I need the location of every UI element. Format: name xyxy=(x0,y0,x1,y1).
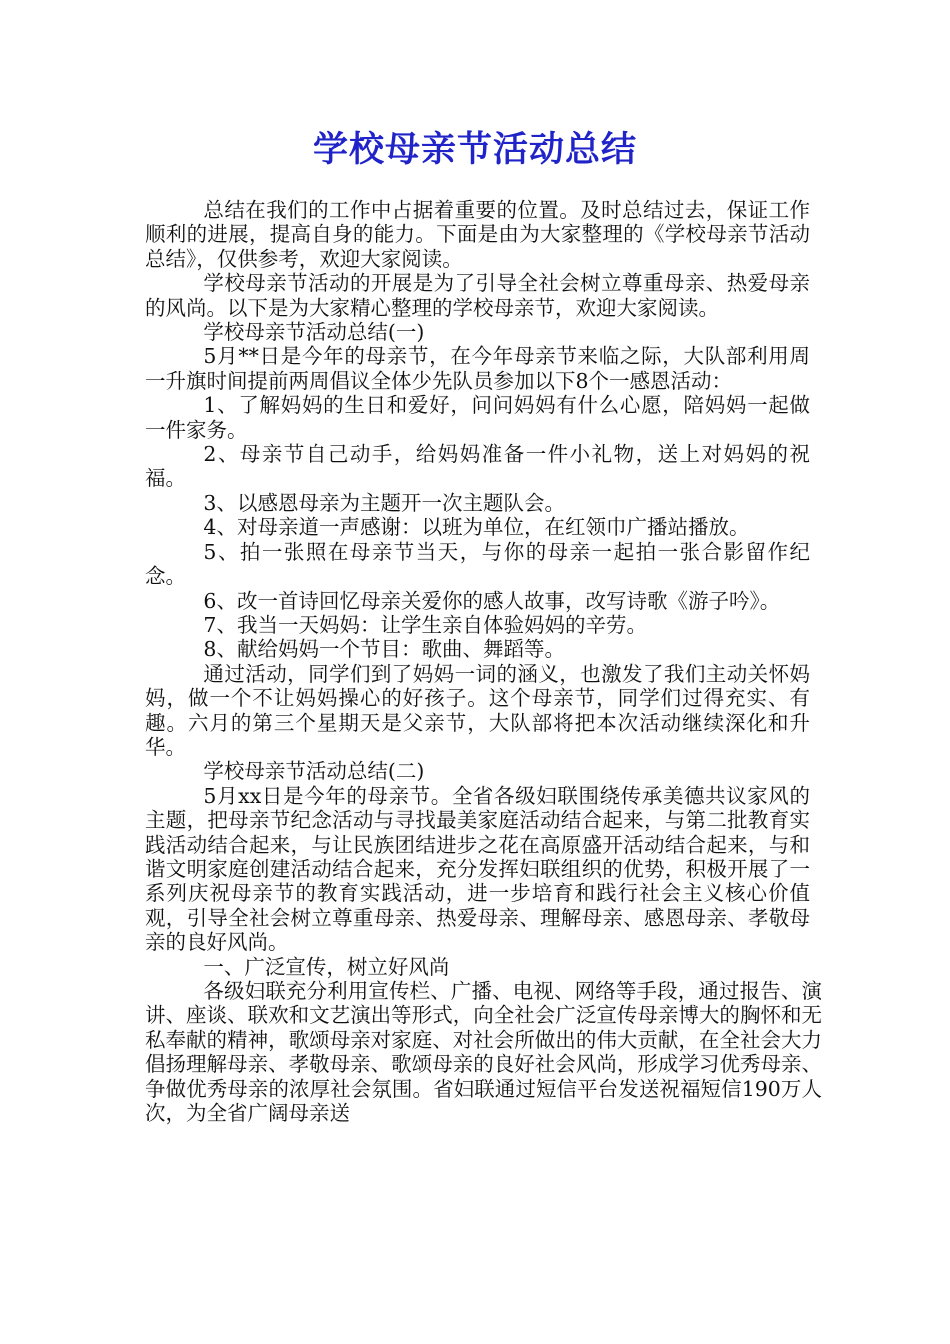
paragraph-activity-intro: 5月**日是今年的母亲节，在今年母亲节来临之际，大队部利用周一升旗时间提前两周倡议全体少先队员参加以下8个一感恩活动： xyxy=(145,344,810,393)
paragraph-province-intro: 5月xx日是今年的母亲节。全省各级妇联围绕传承美德共议家风的主题，把母亲节纪念活动与寻找最美家庭活动结合起来，与第二批教育实践活动结合起来，与让民族团结进步之花在高原盛开活动结合起来，与和谐文明家庭创建活动结合起来，充分发挥妇联组织的优势，积极开展了一系列庆祝母亲节的教育实践活动，进一步培育和践行社会主义核心价值观，引导全社会树立尊重母亲、热爱母亲、理解母亲、感恩母亲、孝敬母亲的良好风尚。 xyxy=(145,783,810,955)
list-item-8: 8、献给妈妈一个节目：歌曲、舞蹈等。 xyxy=(203,637,565,662)
list-item-3: 3、以感恩母亲为主题开一次主题队会。 xyxy=(203,490,565,515)
list-item-4: 4、对母亲道一声感谢：以班为单位，在红领巾广播站播放。 xyxy=(203,515,750,540)
section-heading-1: 学校母亲节活动总结(一) xyxy=(203,320,425,345)
paragraph-conclusion-1: 通过活动，同学们到了妈妈一词的涵义，也激发了我们主动关怀妈妈，做一个不让妈妈操心的好孩子。这个母亲节，同学们过得充实、有趣。六月的第三个星期天是父亲节，大队部将把本次活动继续深化和升华。 xyxy=(145,661,810,759)
subsection-heading-1: 一、广泛宣传，树立好风尚 xyxy=(203,954,450,979)
section-heading-2: 学校母亲节活动总结(二) xyxy=(203,759,425,784)
list-item-6: 6、改一首诗回忆母亲关爱你的感人故事，改写诗歌《游子吟》。 xyxy=(203,588,781,613)
list-item-7: 7、我当一天妈妈：让学生亲自体验妈妈的辛劳。 xyxy=(203,612,647,637)
document-body xyxy=(145,198,822,1126)
paragraph-purpose: 学校母亲节活动的开展是为了引导全社会树立尊重母亲、热爱母亲的风尚。以下是为大家精心整理的学校母亲节，欢迎大家阅读。 xyxy=(145,271,810,320)
paragraph-publicity: 各级妇联充分利用宣传栏、广播、电视、网络等手段，通过报告、演讲、座谈、联欢和文艺演出等形式，向全社会广泛宣传母亲博大的胸怀和无私奉献的精神，歌颂母亲对家庭、对社会所做出的伟大贡献，在全社会大力倡扬理解母亲、孝敬母亲、歌颂母亲的良好社会风尚，形成学习优秀母亲、争做优秀母亲的浓厚社会氛围。省妇联通过短信平台发送祝福短信190万人次，为全省广阔母亲送 xyxy=(145,979,822,1126)
list-item-2: 2、母亲节自己动手，给妈妈准备一件小礼物，送上对妈妈的祝福。 xyxy=(145,442,810,491)
list-item-5: 5、拍一张照在母亲节当天，与你的母亲一起拍一张合影留作纪念。 xyxy=(145,539,810,589)
paragraph-intro: 总结在我们的工作中占据着重要的位置。及时总结过去，保证工作顺利的进展，提高自身的能力。下面是由为大家整理的《学校母亲节活动总结》，仅供参考，欢迎大家阅读。 xyxy=(145,198,810,271)
list-item-1: 1、了解妈妈的生日和爱好，问问妈妈有什么心愿，陪妈妈一起做一件家务。 xyxy=(145,393,810,442)
document-title: 学校母亲节活动总结 xyxy=(312,130,637,170)
